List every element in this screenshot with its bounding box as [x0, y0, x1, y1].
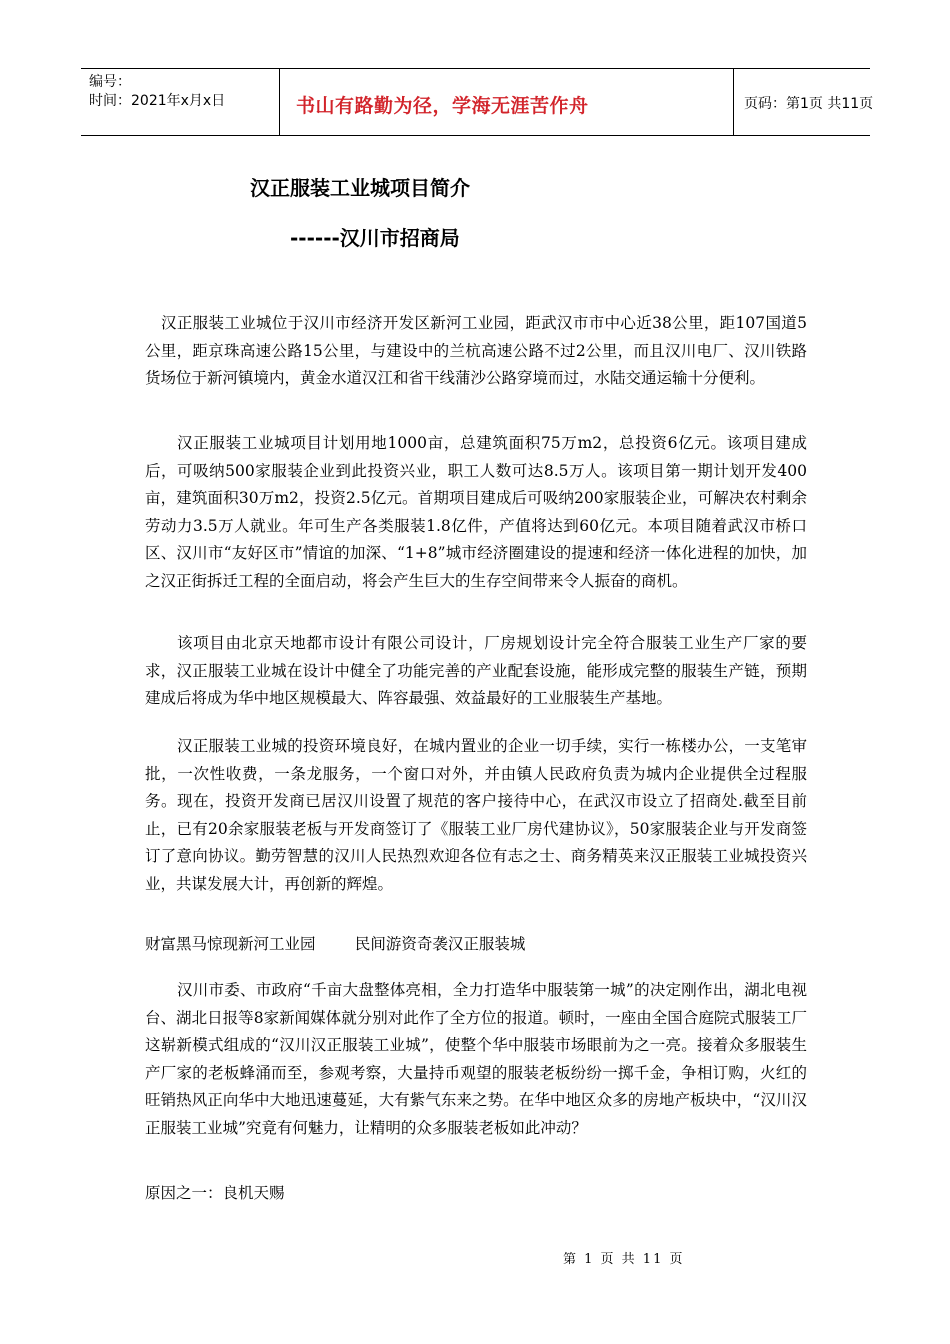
- document-number-label: 编号：: [89, 74, 131, 90]
- page-footer: 第 1 页 共 11 页: [563, 1252, 685, 1267]
- header-page-info: 页码：第1页 共11页: [744, 96, 874, 112]
- paragraph-investment: 汉正服装工业城的投资环境良好，在城内置业的企业一切手续，实行一栋楼办公，一支笔审批，一次性收费，一条龙服务，一个窗口对外，并由镇人民政府负责为城内企业提供全过程服务。现在，投资开发商已居汉川设置了规范的客户接待中心，在武汉市设立了招商处.截至目前止，已有20余家服装老板与开发商签订了《服装工业厂房代建协议》，50家服装企业与开发商签订了意向协议。勤劳智慧的汉川人民热烈欢迎各位有志之士、商务精英来汉正服装工业城投资兴业，共谋发展大计，再创新的辉煌。: [145, 737, 807, 893]
- document-title: 汉正服装工业城项目简介: [250, 176, 470, 200]
- paragraph-media: 汉川市委、市政府“千亩大盘整体亮相，全力打造华中服装第一城”的决定刚作出，湖北电视台、湖北日报等8家新闻媒体就分别对此作了全方位的报道。顿时，一座由全国合庭院式服装工厂这崭新模式组成的“汉川汉正服装工业城”，使整个华中服装市场眼前为之一亮。接着众多服装生产厂家的老板蜂涌而至，参观考察，大量持币观望的服装老板纷纷一掷千金，争相订购，火红的旺销热风正向华中大地迅速蔓延，大有紫气东来之势。在华中地区众多的房地产板块中，“汉川汉正服装工业城”究竟有何魅力，让精明的众多服装老板如此冲动？: [145, 981, 807, 1137]
- document-subtitle: ------汉川市招商局: [290, 226, 460, 250]
- paragraph-design: 该项目由北京天地都市设计有限公司设计，厂房规划设计完全符合服装工业生产厂家的要求，汉正服装工业城在设计中健全了功能完善的产业配套设施，能形成完整的服装生产链，预期建成后将成为华中地区规模最大、阵容最强、效益最好的工业服装生产基地。: [145, 634, 807, 707]
- header-motto-cell: [280, 69, 734, 135]
- document-header: [81, 68, 874, 136]
- paragraph-location: 汉正服装工业城位于汉川市经济开发区新河工业园，距武汉市市中心近38公里，距107国道5公里，距京珠高速公路15公里，与建设中的兰杭高速公路不过2公里，而且汉川电厂、汉川铁路货场位于新河镇境内，黄金水道汉江和省干线蒲沙公路穿境而过，水陆交通运输十分便利。: [145, 314, 807, 387]
- header-meta: [81, 69, 280, 135]
- header-motto: 书山有路勤为径，学海无涯苦作舟: [296, 95, 589, 117]
- paragraph-scale: 汉正服装工业城项目计划用地1000亩，总建筑面积75万m2，总投资6亿元。该项目建成后，可吸纳500家服装企业到此投资兴业，职工人数可达8.5万人。该项目第一期计划开发400亩，建筑面积30万m2，投资2.5亿元。首期项目建成后可吸纳200家服装企业，可解决农村剩余劳动力3.5万人就业。年可生产各类服装1.8亿件，产值将达到60亿元。本项目随着武汉市桥口区、汉川市“友好区市”情谊的加深、“1+8”城市经济圈建设的提速和经济一体化进程的加快，加之汉正街拆迁工程的全面启动，将会产生巨大的生存空间带来令人振奋的商机。: [145, 434, 807, 590]
- document-time-label: 时间：2021年x月x日: [89, 93, 226, 109]
- reason-heading: 原因之一：良机天赐: [145, 1184, 285, 1202]
- section-heading: 财富黑马惊现新河工业园 民间游资奇袭汉正服装城: [145, 935, 526, 953]
